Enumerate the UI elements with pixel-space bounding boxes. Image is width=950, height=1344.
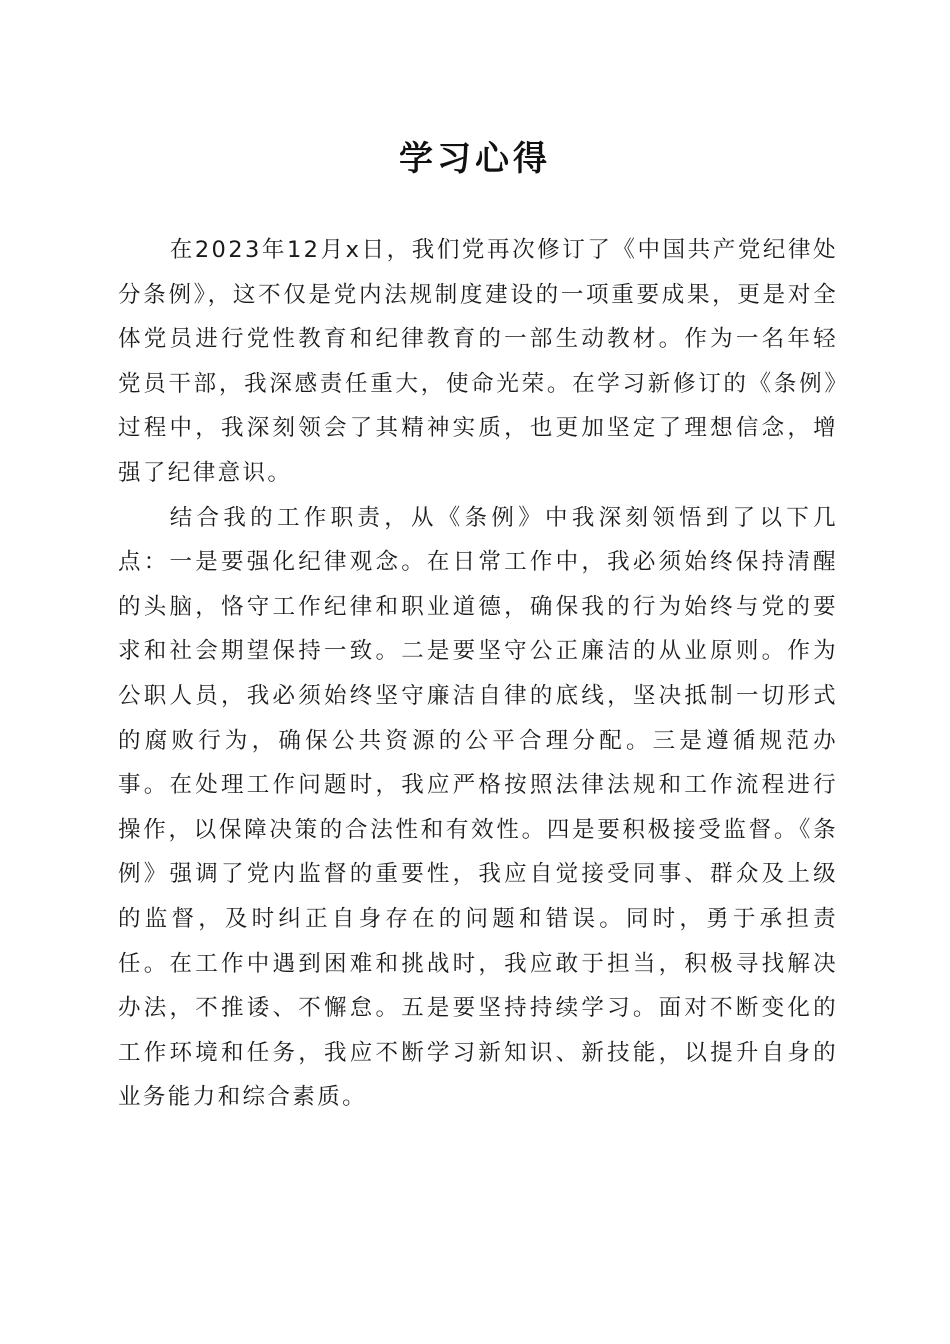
document-body bbox=[118, 228, 838, 1120]
paragraph-1: 在2023年12月x日，我们党再次修订了《中国共产党纪律处分条例》，这不仅是党内法规制度建设的一项重要成果，更是对全体党员进行党性教育和纪律教育的一部生动教材。作为一名年轻党员干部，我深感责任重大，使命光荣。在学习新修订的《条例》过程中，我深刻领会了其精神实质，也更加坚定了理想信念，增强了纪律意识。 bbox=[118, 237, 838, 486]
document-title: 学习心得 bbox=[399, 139, 551, 179]
paragraph-2: 结合我的工作职责，从《条例》中我深刻领悟到了以下几点：一是要强化纪律观念。在日常工作中，我必须始终保持清醒的头脑，恪守工作纪律和职业道德，确保我的行为始终与党的要求和社会期望保持一致。二是要坚守公正廉洁的从业原则。作为公职人员，我必须始终坚守廉洁自律的底线，坚决抵制一切形式的腐败行为，确保公共资源的公平合理分配。三是遵循规范办事。在处理工作问题时，我应严格按照法律法规和工作流程进行操作，以保障决策的合法性和有效性。四是要积极接受监督。《条例》强调了党内监督的重要性，我应自觉接受同事、群众及上级的监督，及时纠正自身存在的问题和错误。同时，勇于承担责任。在工作中遇到困难和挑战时，我应敢于担当，积极寻找解决办法，不推诿、不懈怠。五是要坚持持续学习。面对不断变化的工作环境和任务，我应不断学习新知识、新技能，以提升自身的业务能力和综合素质。 bbox=[118, 504, 838, 1111]
